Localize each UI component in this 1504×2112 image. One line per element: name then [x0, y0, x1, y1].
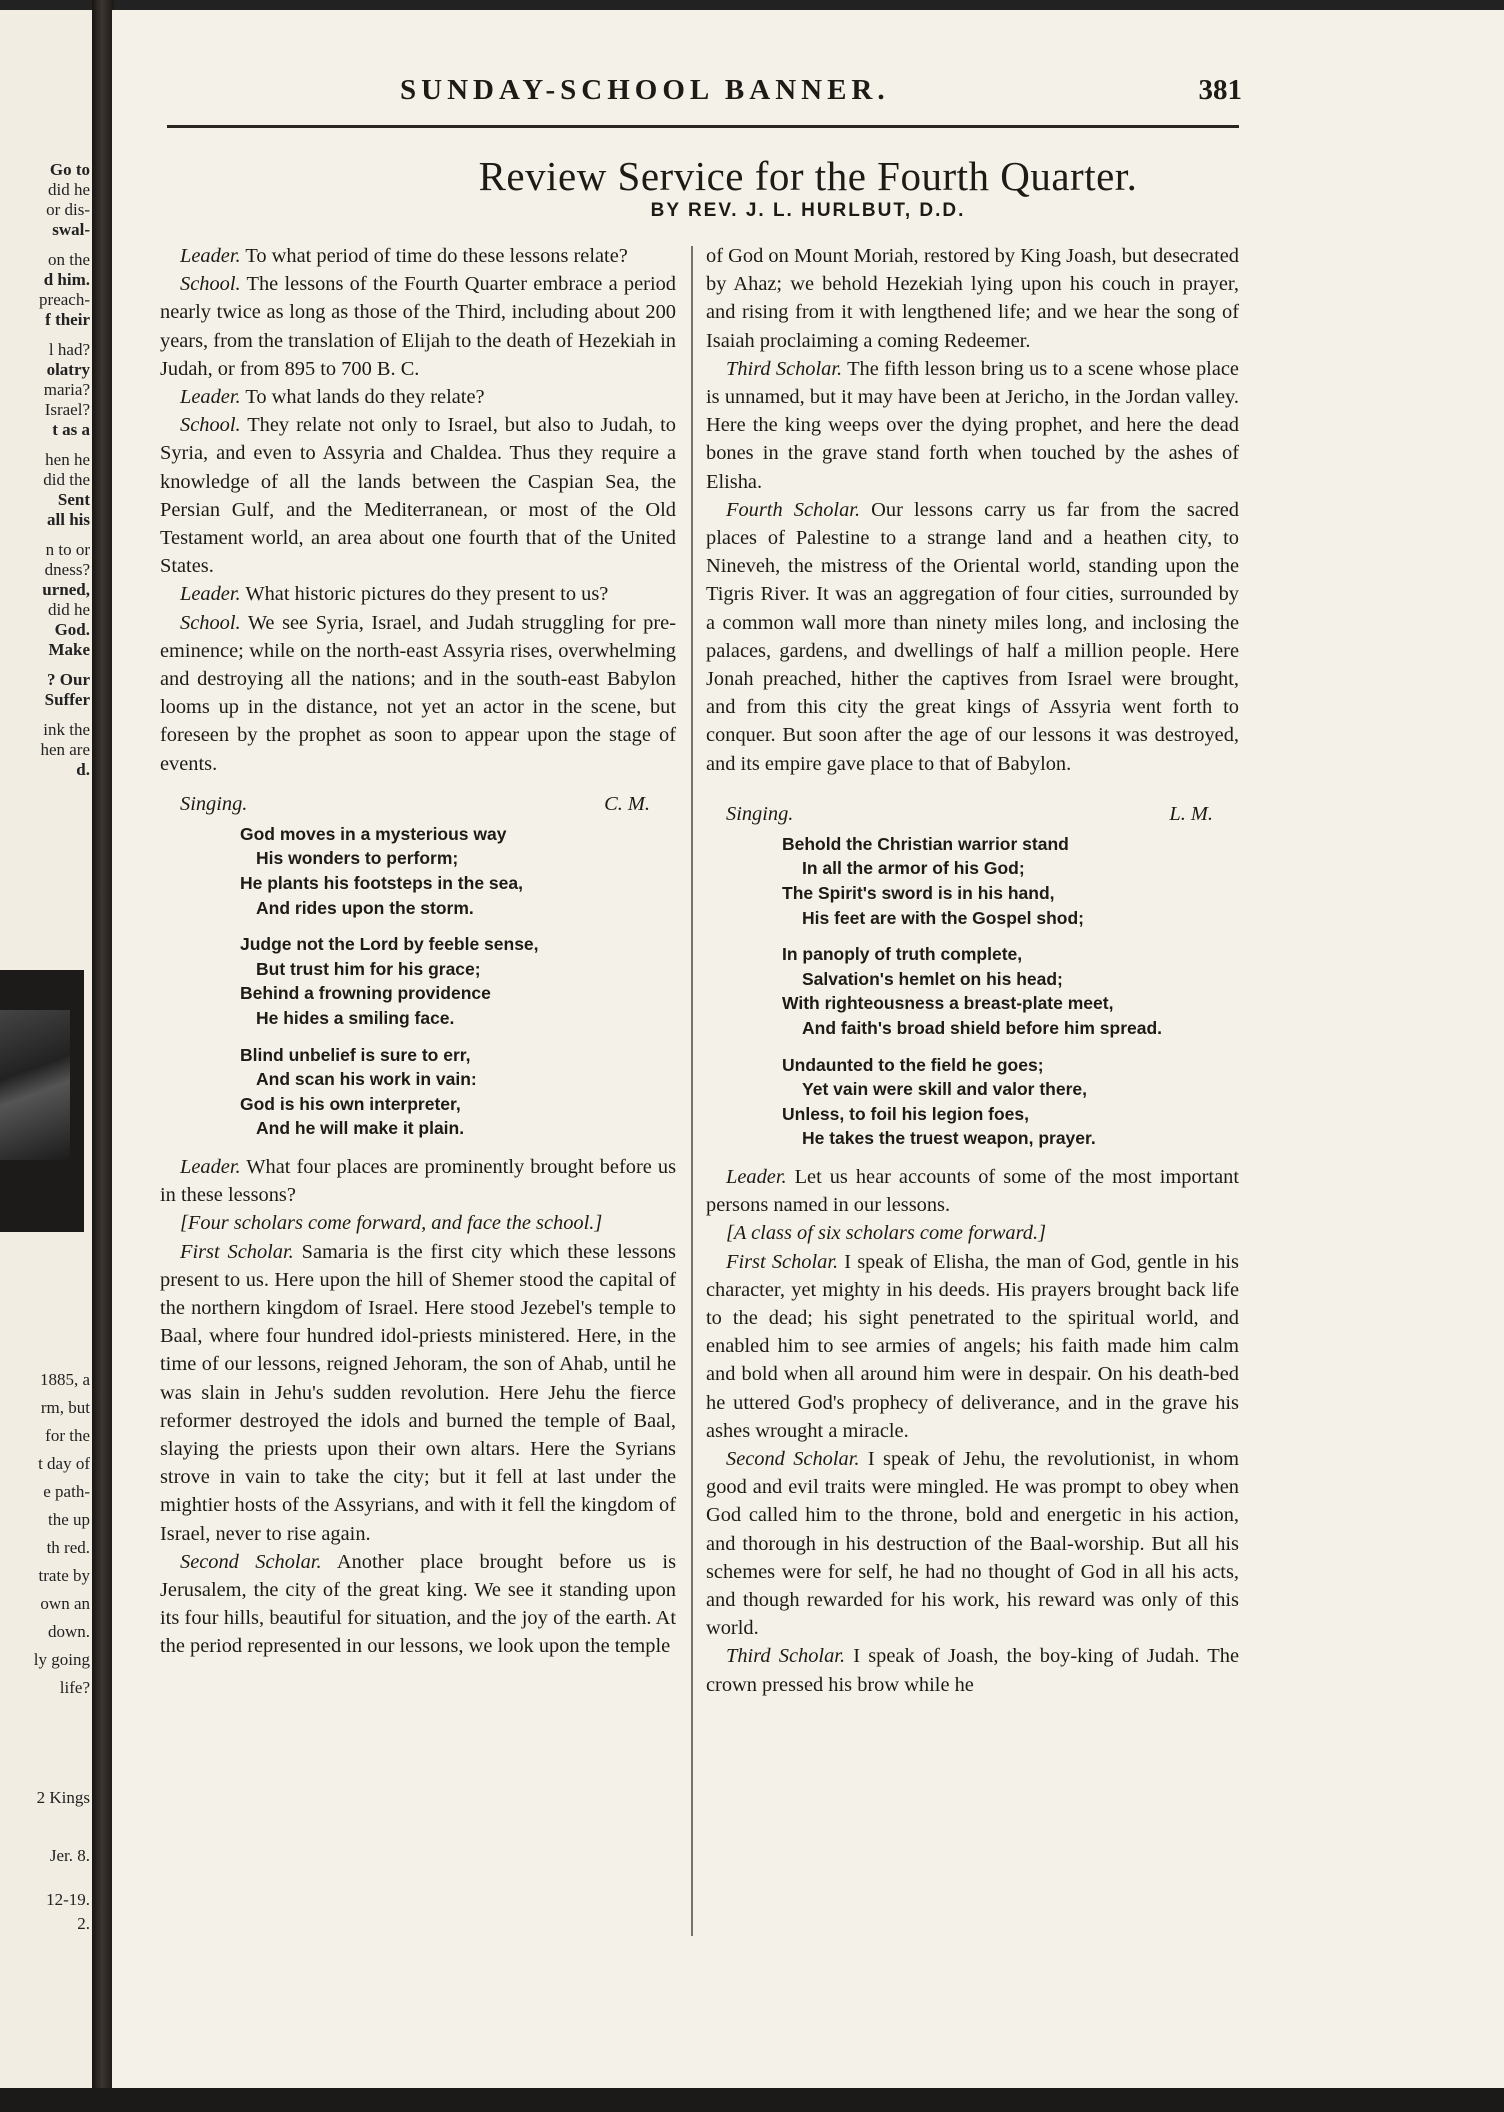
hymn-stanza: [160, 932, 676, 1030]
margin-fragment: preach-: [39, 290, 90, 309]
margin-fragment: or dis-: [46, 200, 90, 219]
margin-fragment: 1885, a: [39, 1370, 90, 1389]
margin-fragment: own an: [40, 1594, 90, 1613]
speaker-label: Second Scholar.: [180, 1550, 322, 1573]
illustration-fragment: [0, 970, 84, 1232]
paragraph: [706, 355, 1239, 496]
margin-fragment: all his: [47, 510, 90, 529]
margin-fragment: maria?: [43, 380, 90, 399]
hymn-line: He takes the truest weapon, prayer.: [802, 1128, 1096, 1149]
paragraph: [160, 411, 676, 580]
running-head: [168, 74, 1242, 114]
hymn-line: Judge not the Lord by feeble sense,: [240, 934, 539, 955]
paragraph-text: Our lessons carry us far from the sacred places of Palestine to a strange land and a heathen city, to Nineveh, the mistress of the Oriental world, standing upon the Tigris River. It was an aggregation of four cities, surrounded by a common wall more than ninety miles long, and inclosing the palaces, gardens, and dwellings of half a million people. Here Jonah preached, hither the captives from Israel were brought, and from this city the great kings of Assyria went forth to conquer. But soon after the age of our lessons it was destroyed, and its empire gave place to that of Babylon.: [706, 498, 1239, 775]
margin-fragment: t as a: [52, 420, 90, 439]
paragraph: [706, 1163, 1239, 1219]
hymn-line: And rides upon the storm.: [256, 897, 474, 918]
hymn-line: Behind a frowning providence: [240, 983, 491, 1004]
margin-fragment: ly going: [33, 1650, 90, 1669]
paragraph-text: What historic pictures do they present to us?: [240, 583, 609, 606]
speaker-label: Leader.: [726, 1165, 787, 1188]
paragraph-text: To what lands do they relate?: [240, 386, 485, 409]
book-gutter: [92, 0, 114, 2112]
margin-fragment: Israel?: [44, 400, 90, 419]
hymn-line: Undaunted to the field he goes;: [782, 1054, 1044, 1075]
margin-fragment: n to or: [45, 540, 90, 559]
margin-fragment: hen he: [45, 450, 90, 469]
margin-fragment: dness?: [44, 560, 90, 579]
paragraph: [160, 1153, 676, 1209]
singing-label: Singing.: [180, 792, 248, 815]
hymn-line: And he will make it plain.: [256, 1118, 465, 1139]
margin-fragment: urned,: [42, 580, 90, 599]
hymn-line: God is his own interpreter,: [240, 1093, 461, 1114]
paragraph: [160, 270, 676, 383]
paragraph-text: We see Syria, Israel, and Judah struggling for pre-eminence; while on the north-east Assyria rises, overwhelming and destroying all the nations; and in the south-east Babylon looms up in the distance, not yet an actor in the scene, but foreseen by the prophet as soon to appear upon the stage of events.: [160, 611, 676, 775]
margin-fragment: rm, but: [40, 1398, 90, 1417]
speaker-label: Leader.: [180, 386, 241, 409]
adjacent-page-fragment: [0, 10, 96, 2090]
paragraph: [160, 1238, 676, 1548]
page-number: 381: [1198, 74, 1242, 106]
left-column: [160, 242, 676, 1661]
margin-fragment: Sent: [57, 490, 90, 509]
hymn-line: Behold the Christian warrior stand: [782, 833, 1069, 854]
byline: BY REV. J. L. HURLBUT, D.D.: [650, 200, 966, 221]
hymn-line: And scan his work in vain:: [256, 1069, 477, 1090]
margin-fragment: e path-: [43, 1482, 90, 1501]
paragraph: of God on Mount Moriah, restored by King Joash, but desecrated by Ahaz; we behold Hezekiah lying upon his couch in prayer, and rising from it with lengthened life; and we hear the song of Isaiah proclaiming a coming Redeemer.: [706, 245, 1239, 352]
hymn-line: He plants his footsteps in the sea,: [240, 873, 523, 894]
paragraph: [706, 496, 1239, 778]
margin-fragment: God.: [54, 620, 90, 639]
speaker-label: First Scholar.: [726, 1250, 839, 1273]
paragraph-text: The fifth lesson bring us to a scene whose place is unnamed, but it may have been at Jericho, in the Jordan valley. Here the king weeps over the dying prophet, and here the dead bones in the grave stand forth when touched by the ashes of Elisha.: [706, 357, 1239, 493]
paragraph-text: To what period of time do these lessons relate?: [240, 245, 628, 267]
speaker-label: Leader.: [180, 583, 241, 606]
hymn-line: In all the armor of his God;: [802, 858, 1025, 879]
margin-fragment: did he: [47, 180, 90, 199]
scan-bottom-edge: [0, 2088, 1504, 2112]
right-column: [706, 242, 1239, 1699]
hymn-line: And faith's broad shield before him spread.: [802, 1018, 1163, 1039]
hymn-line: His wonders to perform;: [256, 848, 459, 869]
paragraph-text: Another place brought before us is Jerusalem, the city of the great king. We see it standing upon its four hills, beautiful for situation, and the joy of the earth. At the period represented in our lessons, we look upon the temple: [160, 1550, 677, 1658]
margin-fragment: f their: [45, 310, 90, 329]
hymn-line: Salvation's hemlet on his head;: [802, 968, 1063, 989]
paragraph-text: Samaria is the first city which these lessons present to us. Here upon the hill of Shemer stood the capital of the northern kingdom of Israel. Here stood Jezebel's temple to Baal, where four hundred idol-priests ministered. Here, in the time of our lessons, reigned Jehoram, the son of Ahab, until he was slain in Jehu's sudden revolution. Here Jehu the fierce reformer destroyed the idols and burned the temple of Baal, slaying the priests upon their own altars. Here the Syrians strove in vain to take the city; but it fell at last under the mightier hosts of the Assyrians, and with it fell the kingdom of Israel, never to rise again.: [160, 1240, 676, 1545]
scripture-reference: 12-19.: [46, 1890, 90, 1909]
scripture-reference: 2.: [77, 1914, 90, 1933]
paragraph-text: The lessons of the Fourth Quarter embrace a period nearly twice as long as those of the Third, including about 200 years, from the translation of Elijah to the death of Hezekiah in Judah, or from 895 to 700 B. C.: [160, 273, 676, 380]
margin-fragment: swal-: [52, 220, 90, 239]
margin-fragment: life?: [59, 1678, 90, 1697]
margin-fragment: Make: [48, 640, 90, 659]
speaker-label: School.: [180, 611, 241, 634]
paragraph-text: What four places are prominently brought before us in these lessons?: [160, 1155, 676, 1207]
margin-fragment: on the: [47, 250, 90, 269]
hymn-stanza: [160, 822, 676, 920]
hymn-stanza: [706, 1053, 1239, 1151]
paragraph-text: I speak of Joash, the boy-king of Judah. The crown pressed his brow while he: [706, 1645, 1239, 1696]
margin-fragment: did he: [47, 600, 90, 619]
stage-direction: [A class of six scholars come forward.]: [726, 1222, 1047, 1245]
margin-fragment: hen are: [40, 740, 90, 759]
paragraph: [160, 242, 676, 270]
singing-label: Singing.: [726, 802, 794, 825]
hymn-line: With righteousness a breast-plate meet,: [782, 993, 1114, 1014]
hymn-stanza: [706, 832, 1239, 930]
scripture-reference: Jer. 8.: [49, 1846, 90, 1865]
hymn-line: Yet vain were skill and valor there,: [802, 1079, 1087, 1100]
speaker-label: Third Scholar.: [726, 1645, 846, 1668]
hymn-line: Unless, to foil his legion foes,: [782, 1103, 1029, 1124]
scripture-reference: 2 Kings: [36, 1788, 90, 1807]
speaker-label: Fourth Scholar.: [726, 498, 861, 521]
speaker-label: School.: [180, 273, 241, 296]
hymn-stanza: [160, 1043, 676, 1141]
article-title: Review Service for the Fourth Quarter.: [478, 153, 1138, 199]
paragraph: [160, 609, 676, 778]
paragraph: [160, 383, 676, 411]
margin-fragment: l had?: [48, 340, 90, 359]
margin-fragment: down.: [47, 1622, 90, 1641]
hymn-meter: C. M.: [604, 792, 650, 815]
stage-direction: [Four scholars come forward, and face the school.]: [180, 1212, 603, 1235]
margin-fragment: d.: [76, 760, 90, 779]
hymn-line: He hides a smiling face.: [256, 1008, 455, 1029]
hymn-line: But trust him for his grace;: [256, 958, 481, 979]
speaker-label: First Scholar.: [180, 1240, 294, 1263]
speaker-label: School.: [180, 414, 241, 437]
paragraph: [706, 1642, 1239, 1698]
paragraph: [706, 1445, 1239, 1642]
paragraph: [706, 1248, 1239, 1445]
paragraph-text: I speak of Jehu, the revolutionist, in whom good and evil traits were mingled. He was prompt to obey when God called him to the throne, bold and energetic in his action, and thorough in his destruction of the Baal-worship. But all his schemes were for self, he had no thought of God in all his acts, and though rewarded for his work, his reward was only of this world.: [706, 1448, 1239, 1640]
margin-fragment: did the: [43, 470, 90, 489]
margin-fragment: Go to: [49, 160, 90, 179]
speaker-label: Third Scholar.: [726, 357, 843, 380]
paragraph-text: Let us hear accounts of some of the most important persons named in our lessons.: [706, 1165, 1239, 1217]
paragraph: [160, 1548, 676, 1661]
hymn-meter: L. M.: [1169, 802, 1213, 825]
hymn-line: In panoply of truth complete,: [782, 944, 1023, 965]
hymn: [706, 832, 1239, 1151]
margin-fragment: th red.: [46, 1538, 90, 1557]
speaker-label: Leader.: [180, 1155, 241, 1178]
speaker-label: Second Scholar.: [726, 1448, 860, 1471]
hymn-heading: [160, 790, 676, 818]
margin-fragment: ? Our: [47, 670, 90, 689]
margin-fragment: for the: [45, 1426, 90, 1445]
journal-title: SUNDAY-SCHOOL BANNER.: [400, 74, 890, 106]
hymn: [160, 822, 676, 1141]
hymn-stanza: [706, 942, 1239, 1040]
header-rule: [167, 125, 1239, 128]
hymn-line: The Spirit's sword is in his hand,: [782, 883, 1055, 904]
column-divider: [691, 246, 693, 1936]
speaker-label: Leader.: [180, 245, 241, 267]
margin-fragment: olatry: [46, 360, 90, 379]
paragraph-text: I speak of Elisha, the man of God, gentle in his character, yet mighty in his deeds. His prayers brought back life to the dead; his sight penetrated to the spiritual world, and enabled him to see armies of angels; his faith made him calm and bold when all around him were in despair. On his death-bed he uttered God's prophecy of deliverance, and in the grave his ashes wrought a miracle.: [706, 1250, 1239, 1442]
margin-fragment: ink the: [43, 720, 90, 739]
margin-fragment: t day of: [38, 1454, 90, 1473]
hymn-heading: [706, 800, 1239, 828]
margin-fragment: the up: [47, 1510, 90, 1529]
margin-fragment: d him.: [43, 270, 90, 289]
margin-fragment: Suffer: [44, 690, 90, 709]
hymn-line: God moves in a mysterious way: [240, 823, 507, 844]
hymn-line: His feet are with the Gospel shod;: [802, 907, 1084, 928]
margin-fragment: trate by: [38, 1566, 90, 1585]
paragraph: [160, 580, 676, 608]
paragraph-text: They relate not only to Israel, but also to Judah, to Syria, and even to Assyria and Chaldea. Thus they require a knowledge of all the lands between the Caspian Sea, the Persian Gulf, and the Mediterranean, or most of the Old Testament world, an area about one fourth that of the United States.: [160, 414, 676, 578]
hymn-line: Blind unbelief is sure to err,: [240, 1044, 471, 1065]
